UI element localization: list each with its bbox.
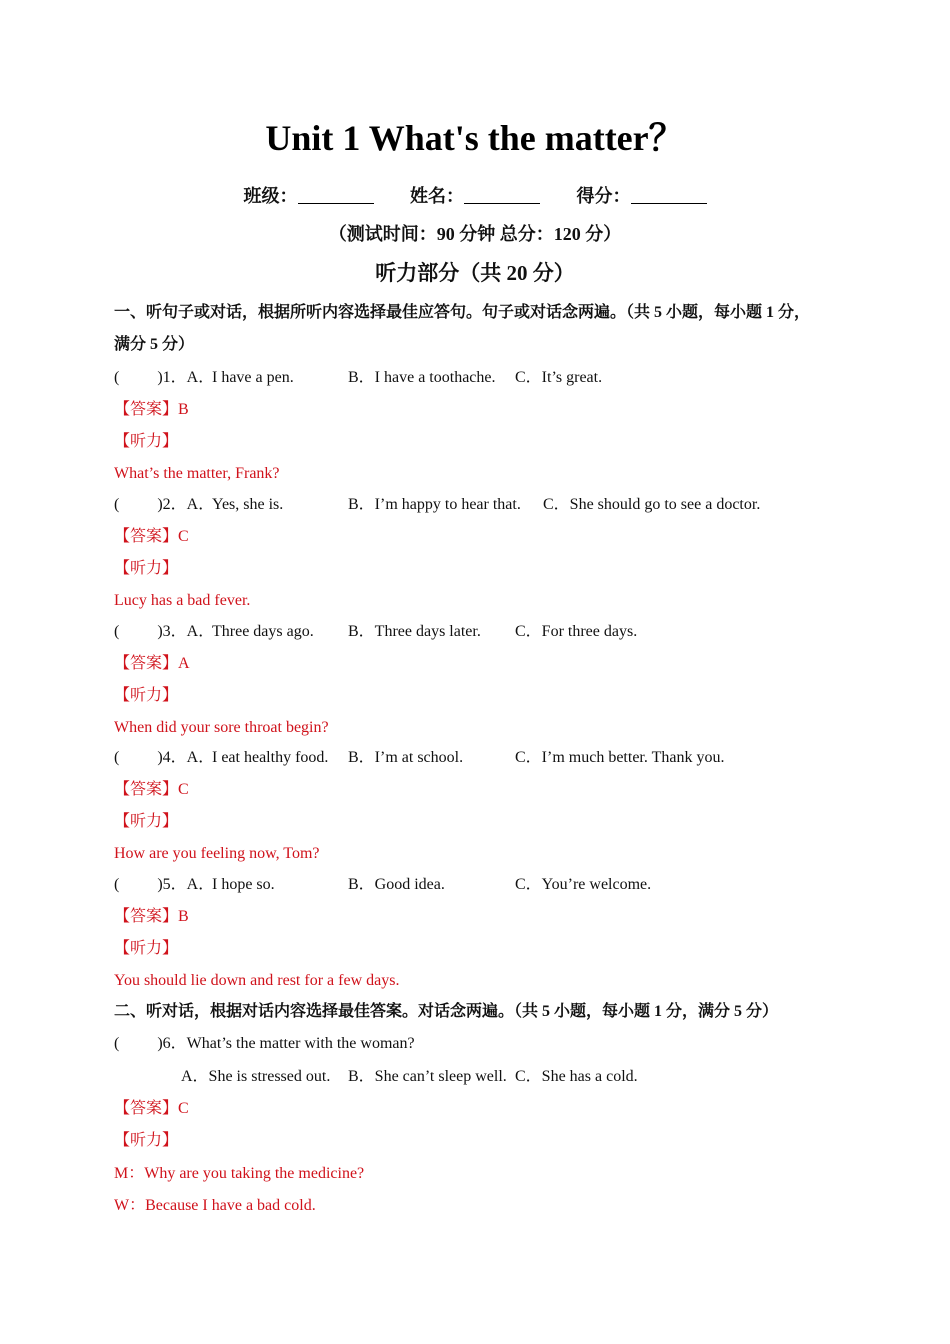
paren: (: [114, 496, 120, 513]
section1-instruction: 一、听句子或对话，根据所听内容选择最佳应答句。句子或对话念两遍。（共 5 小题，每小题 1 分，: [114, 304, 811, 321]
paren: (: [114, 876, 120, 893]
class-blank: [298, 187, 374, 204]
time-note: （测试时间：90 分钟 总分：120 分）: [328, 224, 622, 244]
question-4: [114, 747, 214, 769]
question-5: [114, 874, 214, 896]
name-blank: [464, 187, 540, 204]
option-c: C．She should go to see a doctor.: [543, 496, 761, 513]
option-b: B．She can’t sleep well.: [348, 1068, 507, 1085]
answer: 【答案】C: [114, 781, 189, 798]
listening-script: You should lie down and rest for a few days.: [114, 972, 400, 989]
student-info-row: [0, 183, 950, 209]
listening-label: 【听力】: [114, 940, 179, 957]
paren: (: [114, 749, 120, 766]
option-c: C．For three days.: [515, 623, 638, 640]
option-b: B．I’m happy to hear that.: [348, 496, 521, 513]
option-c: C．You’re welcome.: [515, 876, 652, 893]
section2-instruction: 二、听对话，根据对话内容选择最佳答案。对话念两遍。（共 5 小题，每小题 1 分，满分 5 分）: [114, 1003, 779, 1020]
score-field: [577, 186, 707, 206]
option-c: C．It’s great.: [515, 369, 603, 386]
question-6: [114, 1033, 415, 1055]
paren: (: [114, 369, 120, 386]
question-number: )4．A．: [157, 749, 215, 766]
section1-instruction-cont: 满分 5 分）: [114, 336, 195, 353]
page-title: Unit 1 What's the matter？: [265, 118, 685, 158]
option-b: B．I have a toothache.: [348, 369, 496, 386]
answer: 【答案】A: [114, 655, 190, 672]
option-a: I eat healthy food.: [212, 749, 329, 766]
name-field: [410, 186, 540, 206]
option-a: Yes, she is.: [212, 496, 284, 513]
listening-script-m: M：Why are you taking the medicine?: [114, 1165, 365, 1182]
part-title: 听力部分（共 20 分）: [375, 261, 575, 285]
option-b: B．Three days later.: [348, 623, 481, 640]
listening-script: Lucy has a bad fever.: [114, 592, 251, 609]
listening-script: When did your sore throat begin?: [114, 719, 329, 736]
option-a: I hope so.: [212, 876, 275, 893]
paren: (: [114, 1035, 120, 1052]
question-stem: What’s the matter with the woman?: [186, 1035, 415, 1052]
question-1: [114, 367, 214, 389]
answer: 【答案】B: [114, 401, 189, 418]
option-c: C．She has a cold.: [515, 1068, 638, 1085]
question-number: )6．: [157, 1035, 187, 1052]
question-number: )5．A．: [157, 876, 215, 893]
score-blank: [631, 187, 707, 204]
listening-script: How are you feeling now, Tom?: [114, 845, 320, 862]
option-a: Three days ago.: [212, 623, 314, 640]
option-b: B．Good idea.: [348, 876, 445, 893]
answer: 【答案】B: [114, 908, 189, 925]
listening-label: 【听力】: [114, 1132, 179, 1149]
name-label: 姓名：: [410, 186, 464, 206]
listening-script: What’s the matter, Frank?: [114, 465, 280, 482]
question-number: )2．A．: [157, 496, 215, 513]
listening-label: 【听力】: [114, 813, 179, 830]
listening-label: 【听力】: [114, 560, 179, 577]
listening-label: 【听力】: [114, 687, 179, 704]
question-number: )3．A．: [157, 623, 215, 640]
option-a: A．She is stressed out.: [181, 1068, 331, 1085]
option-a: I have a pen.: [212, 369, 294, 386]
question-2: [114, 494, 214, 516]
question-3: [114, 621, 214, 643]
paren: (: [114, 623, 120, 640]
listening-label: 【听力】: [114, 433, 179, 450]
listening-script-w: W：Because I have a bad cold.: [114, 1197, 316, 1214]
option-b: B．I’m at school.: [348, 749, 464, 766]
score-label: 得分：: [576, 186, 631, 206]
answer: 【答案】C: [114, 528, 189, 545]
class-label: 班级：: [243, 186, 298, 206]
option-c: C．I’m much better. Thank you.: [515, 749, 725, 766]
answer: 【答案】C: [114, 1100, 189, 1117]
class-field: [244, 186, 374, 206]
question-number: )1．A．: [157, 369, 215, 386]
